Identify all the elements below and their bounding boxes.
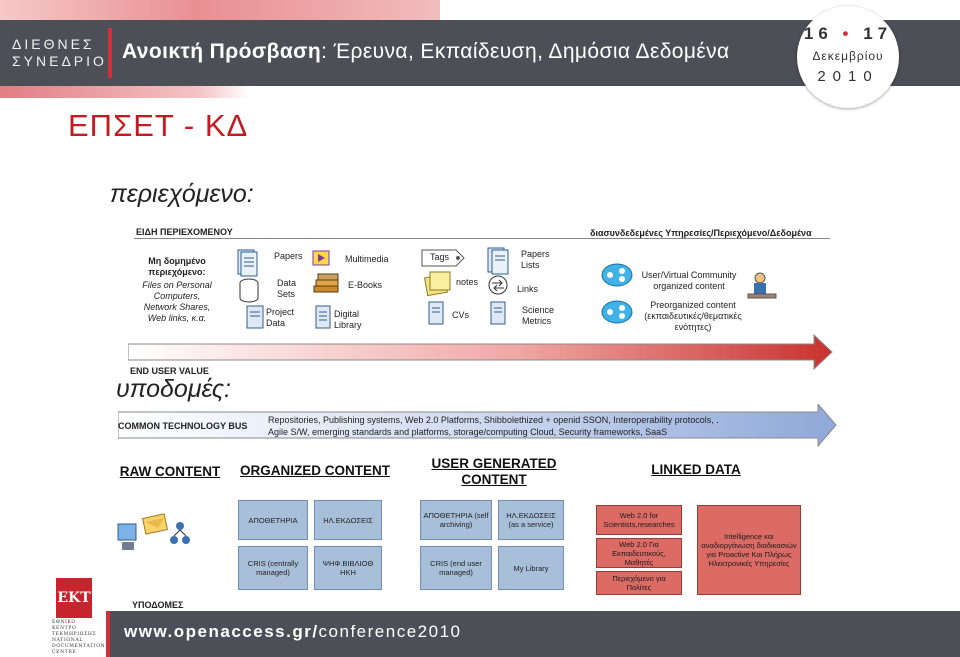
conference-title-separator: : xyxy=(321,40,334,63)
folder-doc-icon xyxy=(244,304,266,330)
item-community-content: User/Virtual Community organized content xyxy=(641,270,737,291)
section-organized-content: ORGANIZED CONTENT xyxy=(240,463,390,478)
ekt-line-3: NATIONAL xyxy=(52,638,83,643)
date-month: Δεκεμβρίου xyxy=(812,49,884,63)
end-user-value-label: END USER VALUE xyxy=(130,366,209,376)
box-cris-end-user: CRIS (end user managed) xyxy=(420,546,492,590)
logo-line-1: ΔΙΕΘΝΕΣ xyxy=(12,36,95,52)
item-multimedia: Multimedia xyxy=(345,254,389,264)
box-web20-educators: Web 2.0 Για Εκπαιδευτικούς, Μαθητές xyxy=(596,538,682,568)
metrics-doc-icon xyxy=(488,300,508,326)
date-dot-icon: • xyxy=(842,24,854,43)
item-links: Links xyxy=(517,284,539,294)
box-digital-library: ΨΗΦ.ΒΙΒΛΙΟΘ ΗΚΗ xyxy=(314,546,382,590)
cv-doc-icon xyxy=(427,300,445,326)
section-user-generated-content: USER GENERATED CONTENT xyxy=(431,456,557,487)
section-raw-content: RAW CONTENT xyxy=(119,464,221,479)
multimedia-icon xyxy=(312,250,330,266)
header-decoration-lower xyxy=(0,86,250,98)
sticky-notes-icon xyxy=(424,270,452,296)
conference-title-bold: Ανοικτή Πρόσβαση xyxy=(122,40,322,63)
link-arrows-icon xyxy=(486,274,510,296)
ekt-line-1: ΕΘΝΙΚΟ ΚΕΝΤΡΟ xyxy=(52,620,77,631)
date-day-2: 17 xyxy=(863,24,893,43)
books-icon xyxy=(312,272,340,298)
item-cvs: CVs xyxy=(452,310,470,320)
conference-logo xyxy=(12,36,107,70)
item-ebooks: E-Books xyxy=(348,280,383,290)
slide-title: ΕΠΣΕΤ - ΚΔ xyxy=(68,108,249,143)
footer-url-path: conference2010 xyxy=(318,622,462,641)
box-e-publications: ΗΛ.ΕΚΔΟΣΕΙΣ xyxy=(314,500,382,540)
linked-services-label: διασυνδεδεμένες Υπηρεσίες/Περιεχόμενο/Δεδομένα xyxy=(590,228,812,238)
item-preorganized: Preorganized content (εκπαιδευτικές/θεματικές ενότητες) xyxy=(644,300,742,332)
database-icon xyxy=(238,278,260,304)
header-decoration xyxy=(0,0,440,22)
logo-line-2: ΣΥΝΕΔΡΙΟ xyxy=(12,53,107,69)
raw-content-icons xyxy=(114,512,204,556)
end-user-value-arrow xyxy=(128,334,834,370)
unstructured-title: Μη δομημένο περιεχόμενο: xyxy=(148,256,206,277)
ekt-logo: ΕΚΤ xyxy=(56,578,92,618)
footer-url-domain: www.openaccess.gr/ xyxy=(124,622,319,641)
section-linked-data: LINKED DATA xyxy=(651,462,741,477)
content-types-label: ΕΙΔΗ ΠΕΡΙΕΧΟΜΕΝΟΥ xyxy=(136,227,233,237)
tech-bus-line-2: Agile S/W, emerging standards and platforms, storage/computing Cloud, Security frameworks, SaaS xyxy=(268,427,668,437)
conference-title xyxy=(122,40,730,64)
footer-divider xyxy=(106,611,110,657)
unstructured-text: Files on Personal Computers, Network Shares, Web links, κ.α. xyxy=(142,280,212,323)
box-my-library: My Library xyxy=(498,546,564,590)
box-intelligence-services: Intelligence και αναδιοργάνωση διαδικασιών για Proactive Και Πλήρως Ηλεκτρονικές Υπηρεσίες xyxy=(697,505,801,595)
item-papers-lists: Papers Lists xyxy=(521,249,550,270)
box-e-publications-service: ΗΛ.ΕΚΔΟΣΕΙΣ (as a service) xyxy=(498,500,564,540)
date-year: 2010 xyxy=(817,68,879,85)
item-project-data: Project Data xyxy=(266,307,295,328)
item-data-sets: Data Sets xyxy=(277,278,297,299)
network-cloud-icon-2 xyxy=(600,299,634,325)
date-days xyxy=(797,24,899,44)
ekt-line-5: CENTRE xyxy=(52,650,77,655)
content-heading: περιεχόμενο: xyxy=(110,180,254,208)
box-cris-central: CRIS (centrally managed) xyxy=(238,546,308,590)
conference-title-rest: Έρευνα, Εκπαίδευση, Δημόσια Δεδομένα xyxy=(333,40,730,63)
ekt-line-4: DOCUMENTATION xyxy=(52,644,106,649)
user-at-desk-icon xyxy=(744,270,780,306)
box-web20-scientists: Web 2.0 for Scientists,researches xyxy=(596,505,682,535)
tech-bus-label: COMMON TECHNOLOGY BUS xyxy=(118,421,248,431)
footer-url[interactable] xyxy=(124,622,461,642)
box-repositories: ΑΠΟΘΕΤΗΡΙΑ xyxy=(238,500,308,540)
item-tags: Tags xyxy=(430,252,450,262)
item-science-metrics: Science Metrics xyxy=(522,305,555,326)
ekt-name xyxy=(52,620,106,656)
papers-list-icon xyxy=(486,246,512,276)
document-stack-icon xyxy=(236,248,260,278)
header-divider xyxy=(108,28,112,78)
network-cloud-icon xyxy=(600,262,634,288)
digital-library-icon xyxy=(313,304,333,330)
item-digital-library: Digital Library xyxy=(334,309,362,330)
item-notes: notes xyxy=(456,277,479,287)
date-day-1: 16 xyxy=(803,24,833,43)
infrastructure-label: ΥΠΟΔΟΜΕΣ xyxy=(132,600,184,610)
tech-bus-line-1: Repositories, Publishing systems, Web 2.0 Platforms, Shibbolethized + openid SSON, Interoperability protocols, . xyxy=(268,415,719,425)
item-papers: Papers xyxy=(274,251,303,261)
infrastructure-heading: υποδομές: xyxy=(116,375,231,403)
ekt-line-2: ΤΕΚΜΗΡΙΩΣΗΣ xyxy=(52,632,97,637)
date-badge xyxy=(797,6,899,108)
box-repositories-self: ΑΠΟΘΕΤΗΡΙΑ (self archiving) xyxy=(420,500,492,540)
box-citizen-content: Περιεχόμενο για Πολίτες xyxy=(596,571,682,595)
